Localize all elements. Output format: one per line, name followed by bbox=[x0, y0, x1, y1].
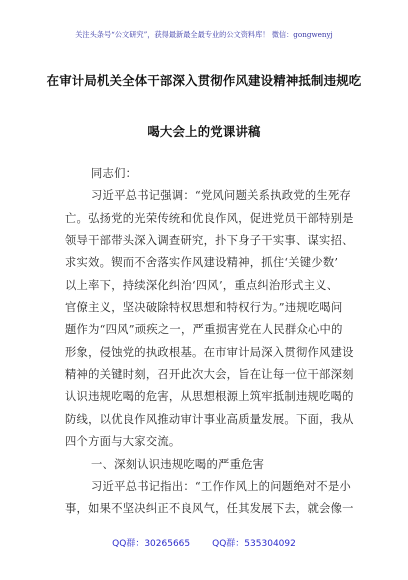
footer-contact bbox=[0, 538, 408, 550]
body-line: 习近平总书记指出：“工作作风上的问题绝对不是小 bbox=[91, 480, 352, 493]
header-note: 关注头条号“公文研究”，获得最新最全最专业的公文资料库！ 微信：gongwenyj bbox=[75, 30, 333, 39]
body-line: 精神的关键时刻，召开此次大会，旨在让每一位干部深刻 bbox=[65, 368, 354, 381]
body-line: 官僚主义，坚决破除特权思想和特权行为。”违规吃喝问 bbox=[65, 301, 343, 314]
body-line: 防线，以优良作风推动审计事业高质量发展。下面，我从 bbox=[65, 413, 354, 426]
footer-qq-group-1: QQ群：30265665 bbox=[112, 539, 191, 549]
body-line: 四个方面与大家交流。 bbox=[65, 435, 181, 448]
body-line: 形象，侵蚀党的执政根基。在市审计局深入贯彻作风建设 bbox=[65, 346, 354, 359]
body-line: 习近平总书记强调：“党风问题关系执政党的生死存 bbox=[91, 189, 352, 202]
body-line: 以上率下，持续深化纠治‘四风’，重点纠治形式主义、 bbox=[65, 279, 339, 292]
body-line: 领导干部带头深入调查研究，扑下身子干实事、谋实招、 bbox=[65, 234, 354, 247]
body-line: 事，如果不坚决纠正不良风气，任其发展下去，就会像一 bbox=[65, 502, 354, 515]
footer-qq-group-2: QQ群：535304092 bbox=[212, 539, 296, 549]
body-line: 认识违规吃喝的危害，从思想根源上筑牢抵制违规吃喝的 bbox=[65, 390, 354, 403]
body-line: 题作为“四风”顽疾之一，严重损害党在人民群众心中的 bbox=[65, 323, 343, 336]
document-title-line-2: 喝大会上的党课讲稿 bbox=[147, 124, 261, 139]
section-heading: 一、深刻认识违规吃喝的严重危害 bbox=[91, 458, 265, 471]
document-title-line-1: 在审计局机关全体干部深入贯彻作风建设精神抵制违规吃 bbox=[46, 73, 362, 88]
body-line: 求实效。锲而不舍落实作风建设精神，抓住‘关键少数’ bbox=[65, 256, 339, 269]
body-line: 同志们： bbox=[91, 167, 138, 180]
body-line: 亡。弘扬党的光荣传统和优良作风，促进党员干部特别是 bbox=[65, 212, 354, 225]
